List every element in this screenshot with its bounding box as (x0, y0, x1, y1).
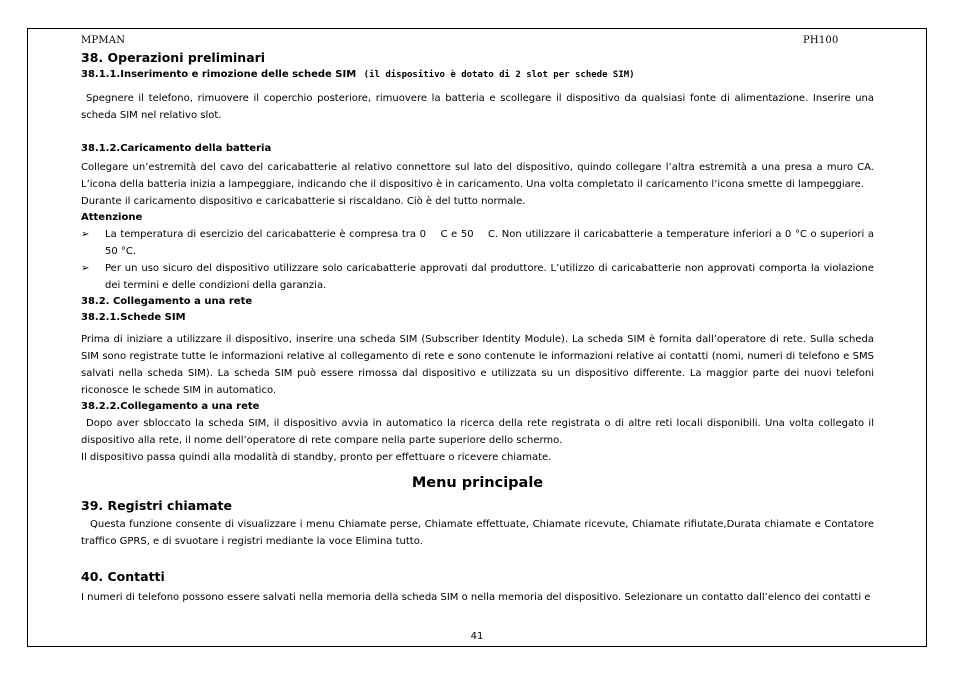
section-38-2-1-title: 38.2.1.Schede SIM (81, 312, 186, 323)
section-40-title: 40. Contatti (81, 569, 165, 584)
section-39-text: Questa funzione consente di visualizzare i menu Chiamate perse, Chiamate effettuate, Chiamate ricevute, Chiamate rifiutate,Durata chiamate e Contatore traffico GPRS, e di svuotare i registri mediante la voce Elimina tutto. (81, 519, 874, 547)
section-38-1-1-heading (81, 67, 874, 83)
section-38-1-1-title: 38.1.1.Inserimento e rimozione delle schede SIM (81, 69, 357, 80)
page-content (81, 49, 878, 606)
header-brand: MPMAN (81, 35, 126, 46)
section-38-1-1-note: (il dispositivo è dotato di 2 slot per schede SIM) (363, 70, 635, 80)
section-38-2-title: 38.2. Collegamento a una rete (81, 296, 253, 307)
menu-principale-heading: Menu principale (411, 475, 544, 491)
section-38-1-2-note: Durante il caricamento dispositivo e caricabatterie si riscaldano. Ciò è del tutto normale. (81, 196, 526, 207)
section-40-text: I numeri di telefono possono essere salvati nella memoria della scheda SIM o nella memoria del dispositivo. Selezionare un contatto dall’elenco dei contatti e (81, 592, 871, 603)
list-item-text: La temperatura di esercizio del caricabatterie è compresa tra 0 C e 50 C. Non utilizzare il caricabatterie a temperature inferiori a 0 °C o superiori a 50 °C. (105, 229, 878, 257)
list-item-text: Per un uso sicuro del dispositivo utilizzare solo caricabatterie approvati dal produttore. L’utilizzo di caricabatterie non approvati comporta la violazione dei termini e delle condizioni della garanzia. (105, 263, 874, 291)
section-38-2-1-text: Prima di iniziare a utilizzare il dispositivo, inserire una scheda SIM (Subscriber Identity Module). La scheda SIM è fornita dall’operatore di rete. Sulla scheda SIM sono registrate tutte le informazioni relative al collegamento di rete e sono contenute le informazioni relative ai contatti (nomi, numeri di telefono e SMS salvati nella scheda SIM). La scheda SIM può essere rimossa dal dispositivo e utilizzata su un dispositivo differente. La maggior parte dei nuovi telefoni riconosce le schede SIM in automatico. (81, 334, 874, 396)
header-model: PH100 (803, 35, 839, 46)
section-38-title: 38. Operazioni preliminari (81, 50, 266, 65)
section-38-2-2-text: Dopo aver sbloccato la scheda SIM, il dispositivo avvia in automatico la ricerca della rete registrata o di altre reti locali disponibili. Una volta collegato il dispositivo alla rete, il nome dell’operatore di rete compare nella parte superiore dello schermo. (81, 418, 874, 446)
section-38-2-2-note: Il dispositivo passa quindi alla modalità di standby, pronto per effettuare o ricevere chiamate. (81, 452, 552, 463)
section-38-1-2-title: 38.1.2.Caricamento della batteria (81, 143, 272, 154)
section-39-title: 39. Registri chiamate (81, 498, 232, 513)
attention-label: Attenzione (81, 212, 143, 223)
arrow-bullet-icon: ➢ (81, 229, 90, 240)
page-number: 41 (470, 631, 484, 642)
section-38-1-1-text: Spegnere il telefono, rimuovere il coperchio posteriore, rimuovere la batteria e scollegare il dispositivo da qualsiasi fonte di alimentazione. Inserire una scheda SIM nel relativo slot. (81, 93, 874, 121)
list-item (81, 260, 874, 294)
arrow-bullet-icon: ➢ (81, 263, 90, 274)
section-38-2-2-title: 38.2.2.Collegamento a una rete (81, 401, 260, 412)
list-item (81, 226, 878, 260)
section-38-1-2-text: Collegare un’estremità del cavo del caricabatterie al relativo connettore sul lato del dispositivo, quindo collegare l’altra estremità a una presa a muro CA. L’icona della batteria inizia a lampeggiare, indicando che il dispositivo è in caricamento. Una volta completato il caricamento l’icona smette di lampeggiare. (81, 162, 874, 190)
